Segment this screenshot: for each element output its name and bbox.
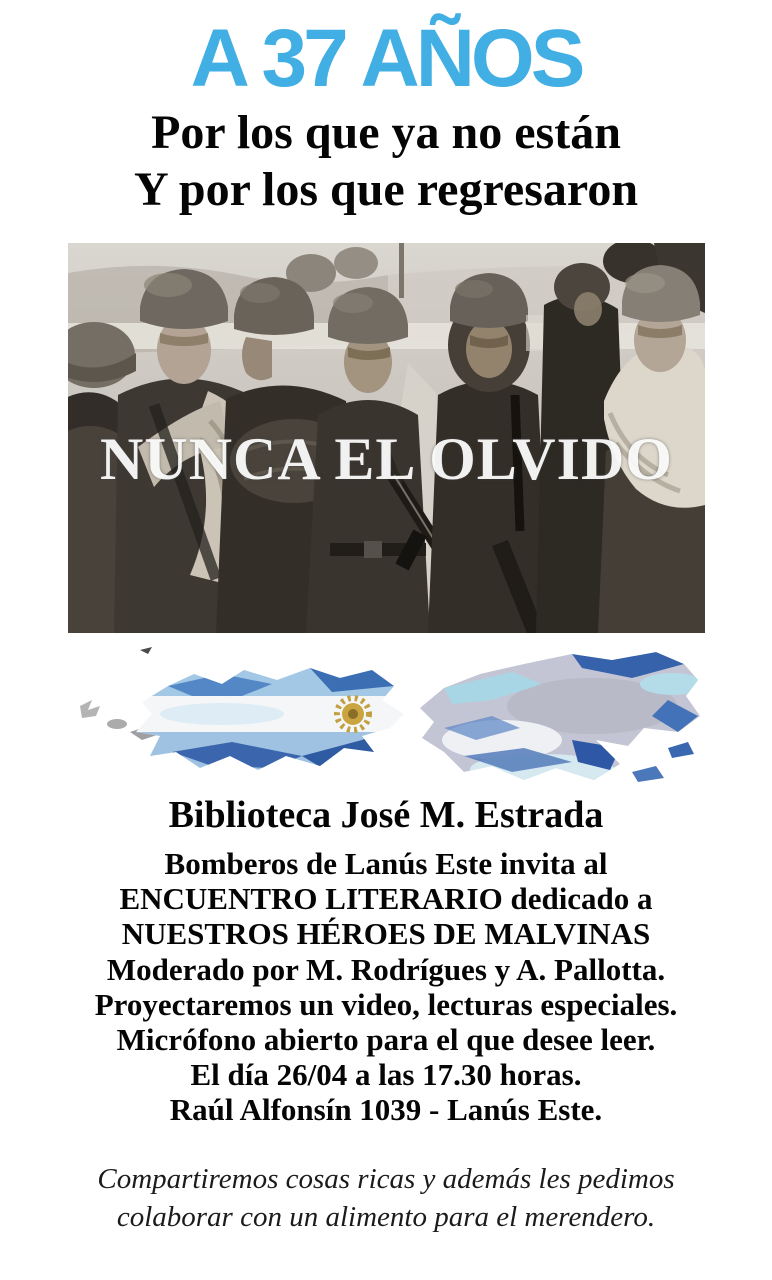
event-line: Proyectaremos un video, lecturas especiales. [94, 986, 678, 1022]
malvinas-map-graphic [72, 644, 702, 796]
photo-overlay-text: NUNCA EL OLVIDO [100, 426, 673, 492]
event-details [0, 846, 772, 1128]
event-line: Micrófono abierto para el que desee leer. [116, 1022, 656, 1058]
event-line: ENCUENTRO LITERARIO dedicado a [119, 881, 653, 917]
page-title: A 37 AÑOS [190, 13, 582, 104]
event-line: Moderado por M. Rodrígues y A. Pallotta. [106, 951, 666, 987]
event-line: NUESTROS HÉROES DE MALVINAS [121, 916, 651, 952]
west-island-flag [132, 664, 412, 784]
subtitle-line-1: Por los que ya no están [151, 106, 621, 159]
southeast-islets [632, 742, 694, 782]
malvinas-map [72, 644, 702, 796]
footer-line-1: Compartiremos cosas ricas y además les pedimos [97, 1163, 675, 1195]
event-line: El día 26/04 a las 17.30 horas. [190, 1057, 582, 1093]
venue-name: Biblioteca José M. Estrada [168, 794, 604, 836]
subtitle-line-2: Y por los que regresaron [133, 163, 639, 216]
event-line: Raúl Alfonsín 1039 - Lanús Este. [169, 1092, 603, 1128]
subtitle [0, 104, 772, 218]
footer-line-2: colaborar con un alimento para el merendero. [116, 1201, 656, 1233]
footer-note [0, 1160, 772, 1236]
soldiers-photo [68, 243, 705, 633]
event-line: Bomberos de Lanús Este invita al [164, 846, 608, 881]
